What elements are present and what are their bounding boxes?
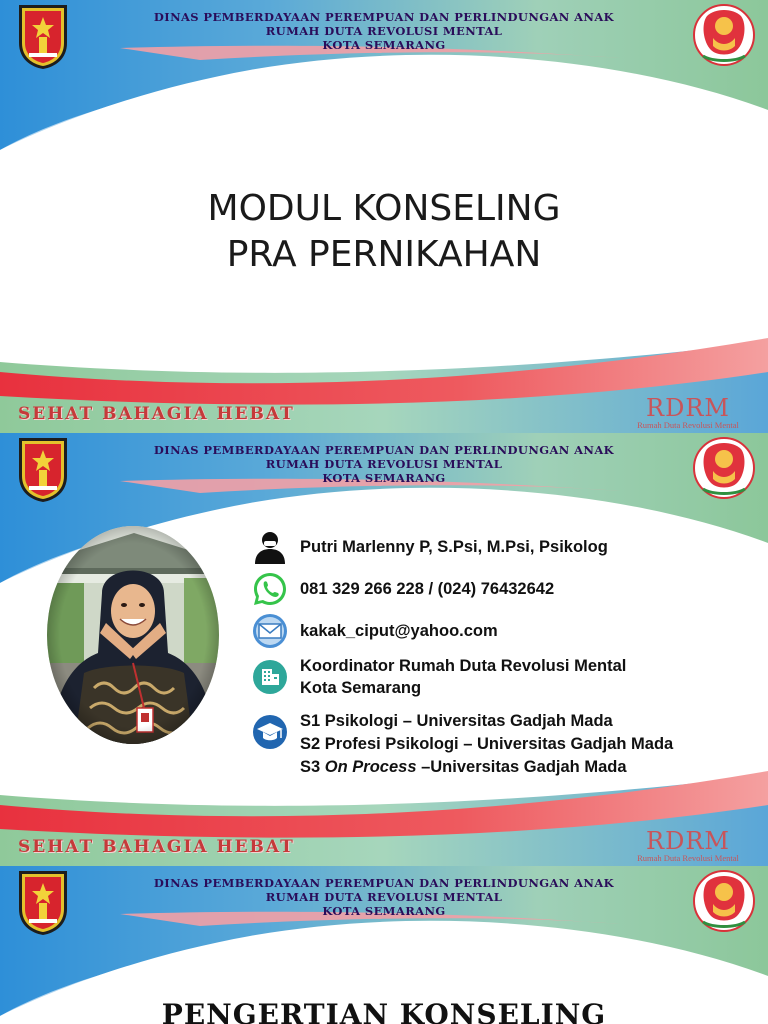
- education-list: [300, 710, 673, 779]
- footer-slogan: SEHAT BAHAGIA HEBAT: [18, 837, 295, 857]
- info-name-row: [252, 529, 608, 565]
- rdrm-wordmark: RDRM: [646, 394, 730, 422]
- email-icon: [252, 613, 288, 649]
- info-role-row: [252, 655, 626, 699]
- email-address: kakak_ciput@yahoo.com: [300, 622, 498, 640]
- header-line-1: DINAS PEMBERDAYAAN PEREMPUAN DAN PERLINDUNGAN ANAK: [153, 876, 615, 890]
- header-line-3: KOTA SEMARANG: [322, 904, 446, 918]
- info-phone-row: [252, 571, 554, 607]
- education-s3-school: –Universitas Gadjah Mada: [416, 758, 627, 776]
- title-line-2: PRA PERNIKAHAN: [226, 234, 542, 275]
- header-line-2: RUMAH DUTA REVOLUSI MENTAL: [265, 457, 503, 471]
- profile-photo: [44, 523, 222, 747]
- role-line-1: Koordinator Rumah Duta Revolusi Mental: [300, 657, 627, 675]
- slide-3: [0, 866, 768, 1024]
- education-s3: [300, 756, 673, 779]
- slide-1: [0, 0, 768, 433]
- building-icon: [252, 659, 288, 695]
- person-icon: [252, 529, 288, 565]
- info-education-row: [252, 710, 673, 779]
- graduation-cap-icon: [252, 714, 288, 750]
- header-line-1: DINAS PEMBERDAYAAN PEREMPUAN DAN PERLINDUNGAN ANAK: [153, 10, 615, 24]
- rdrm-subtitle: Rumah Duta Revolusi Mental: [637, 420, 739, 430]
- header-line-1: DINAS PEMBERDAYAAN PEREMPUAN DAN PERLINDUNGAN ANAK: [153, 443, 615, 457]
- role-line-2: Kota Semarang: [300, 679, 422, 697]
- rdrm-wordmark: RDRM: [646, 827, 730, 855]
- education-s3-prefix: S3: [300, 758, 325, 776]
- rdrm-logo: [622, 829, 754, 863]
- agency-header: [0, 10, 768, 52]
- info-email-row: [252, 613, 498, 649]
- section-title: PENGERTIAN KONSELING: [161, 998, 607, 1024]
- header-line-2: RUMAH DUTA REVOLUSI MENTAL: [265, 24, 503, 38]
- header-line-3: KOTA SEMARANG: [322, 471, 446, 485]
- header-line-3: KOTA SEMARANG: [322, 38, 446, 52]
- title-line-1: MODUL KONSELING: [207, 188, 561, 229]
- phone-number: 081 329 266 228 / (024) 76432642: [300, 580, 555, 598]
- rdrm-subtitle: Rumah Duta Revolusi Mental: [637, 853, 739, 863]
- education-s2: S2 Profesi Psikologi – Universitas Gadjah Mada: [300, 735, 674, 753]
- header-line-2: RUMAH DUTA REVOLUSI MENTAL: [265, 890, 503, 904]
- whatsapp-icon: [252, 571, 288, 607]
- education-s3-status: On Process: [324, 758, 417, 776]
- role-text: [300, 655, 626, 699]
- rdrm-logo: [622, 396, 754, 430]
- footer-slogan: SEHAT BAHAGIA HEBAT: [18, 404, 295, 424]
- agency-header: [0, 876, 768, 918]
- agency-header: [0, 443, 768, 485]
- module-title: [0, 186, 768, 278]
- education-s1: S1 Psikologi – Universitas Gadjah Mada: [300, 712, 613, 730]
- slide-2: [0, 433, 768, 866]
- person-name: Putri Marlenny P, S.Psi, M.Psi, Psikolog: [300, 538, 608, 556]
